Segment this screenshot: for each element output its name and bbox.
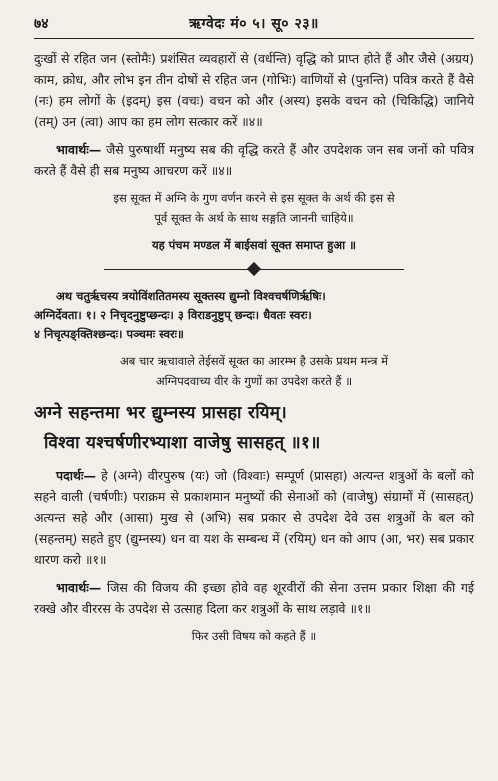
- sukta-conclusion-note: यह पंचम मण्डल में बाईसवां सूक्त समाप्त हुआ ॥: [152, 238, 356, 252]
- mantra-line-1: अग्ने सहन्तमा भर द्युम्नस्य प्रासहा रयिम्।: [34, 403, 287, 423]
- sukta-meta-line-1: अथ चतुर्ऋचस्य त्रयोविंशतितमस्य सूक्तस्य द्युम्नो विश्वचर्षणिरृषिः।: [56, 289, 326, 303]
- intro-line-2: अग्निपदवाच्य वीर के गुणों का उपदेश करते हैं ॥: [155, 374, 353, 388]
- page-header: [34, 14, 474, 36]
- coherence-note-line-2: पूर्व सूक्त के अर्थ के साथ सङ्गति जाननी चाहिये॥: [154, 211, 354, 225]
- padartha-paragraph: [34, 465, 474, 570]
- purport-paragraph: [34, 577, 474, 619]
- purport-text: जिस की विजय की इच्छा होवे वह शूरवीरों की सेना उत्तम प्रकार शिक्षा की गई रक्खे और वीररस के उपदेश से उत्साह दिला कर शत्रुओं के साथ लड़ावे ॥१॥: [34, 580, 474, 616]
- sukta-meta-line-2: अग्निर्देवता। १। २ निचृदनुष्टुप्छन्दः। ३ विराडनुष्टुप् छन्दः। धैवतः स्वरः।: [34, 308, 312, 322]
- intro-line-1: अब चार ऋचावाले तेईसवें सूक्त का आरम्भ है उसके प्रथम मन्त्र में: [119, 354, 389, 368]
- padartha-text: हे (अग्ने) वीरपुरुष (यः) जो (विश्वाः) सम्पूर्ण (प्रासहा) अत्यन्त शत्रुओं के बलों को सहने वाली (चर्षणीः) पराक्रम से प्रकाशमान मनुष्यों की सेनाओं को (वाजेषु) संग्रामों में (सासहत्) अत्यन्त सहे और (आसा) मुख से (अभि) सब प्रकार से उपदेश देवे उस शत्रुओं के बल को (सहन्तम्) सहते हुए (द्युम्नस्य) धन वा यश के सम्बन्ध में (रयिम्) धन को आप (आ, भर) सब प्रकार धारण करो ॥१॥: [34, 468, 474, 567]
- next-mantra-intro: फिर उसी विषय को कहते हैं ॥: [191, 629, 317, 643]
- section-divider: [34, 265, 474, 275]
- sukta-meta-line-3: ४ निचृत्पङ्क्तिश्छन्दः। पञ्चमः स्वरः॥: [34, 327, 184, 341]
- diamond-ornament-icon: [247, 262, 261, 276]
- previous-meaning-tail: दुःखों से रहित जन (स्तोमैः) प्रशंसित व्यवहारों से (वर्धन्ति) वृद्धि को प्राप्त होते हैं और जैसे (अग्रय) काम, क्रोध, और लोभ इन तीन दोषों से रहित जन (गोभिः) वाणियों से (पुनन्ति) पवित्र करते हैं वैसे (नः) हम लोगों के (इदम्) इस (वचः) वचन को और (अस्य) इसके वचन को (चिकिद्धि) जानिये (तम्) उन (त्वा) आप का हम लोग सत्कार करें ॥४॥: [34, 51, 474, 129]
- page-number: ७४: [34, 16, 49, 32]
- coherence-note-line-1: इस सूक्त में अग्नि के गुण वर्णन करने से इस सूक्त के अर्थ की इस से: [113, 191, 395, 205]
- purport-label: भावार्थः—: [56, 580, 102, 595]
- header-rule: [34, 38, 474, 39]
- previous-purport: [34, 139, 474, 181]
- previous-purport-label: भावार्थः—: [56, 142, 102, 157]
- previous-purport-text: जैसे पुरुषार्थी मनुष्य सब की वृद्धि करते हैं और उपदेशक जन सब जनों को पवित्र करते हैं वैसे ही सब मनुष्य आचरण करें ॥४॥: [34, 142, 474, 178]
- page-content: [34, 48, 474, 646]
- padartha-label: पदार्थः—: [56, 468, 96, 483]
- running-head: ऋग्वेदः मं० ५। सू० २३॥: [189, 16, 319, 32]
- mantra-line-2: विश्वा यश्चर्षणीरभ्याशा वाजेषु सासहत् ॥१॥: [44, 433, 321, 453]
